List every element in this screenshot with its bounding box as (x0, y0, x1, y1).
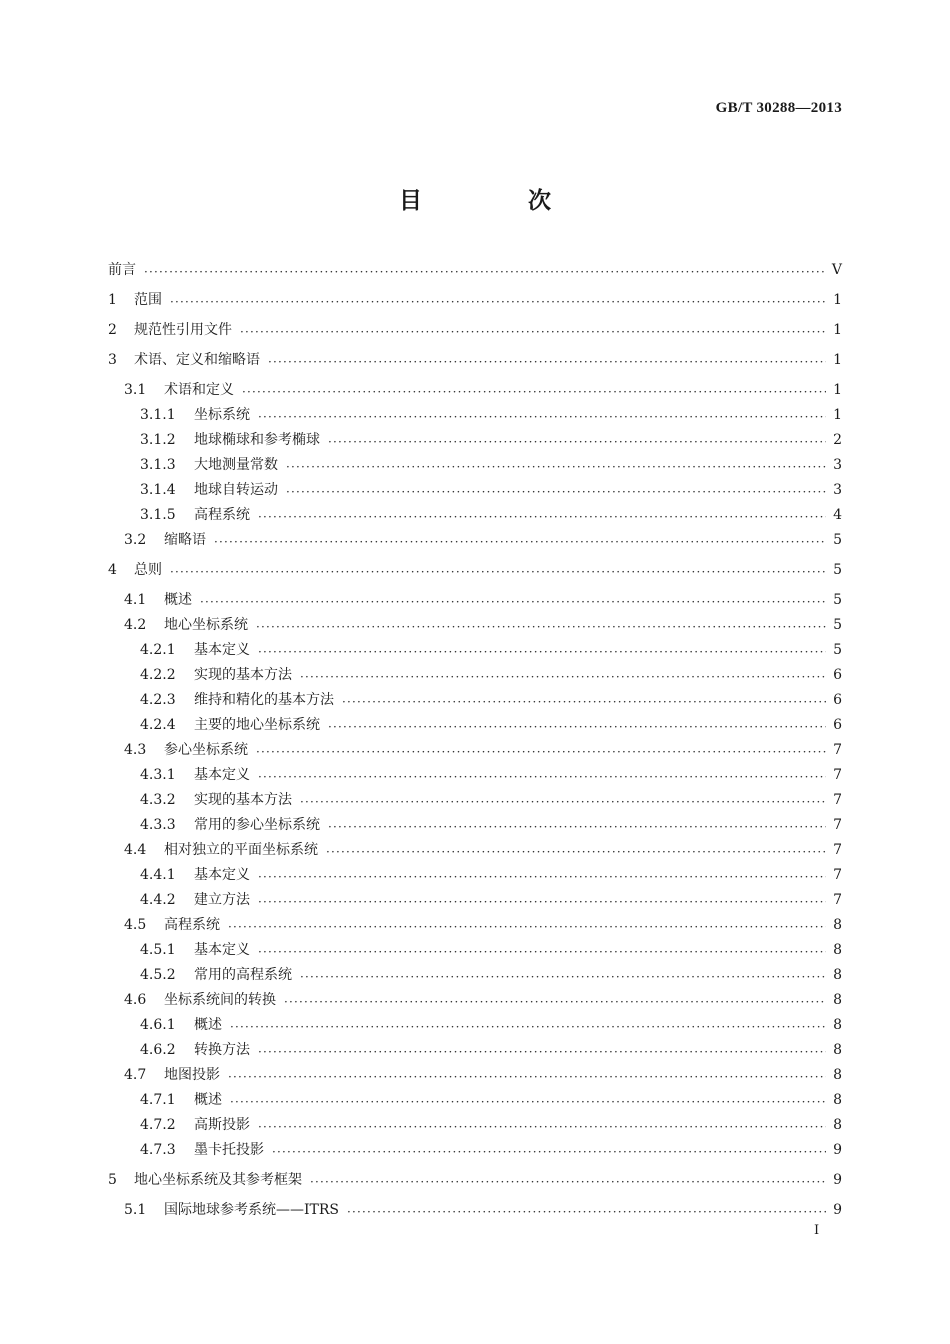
dot-leader (228, 919, 826, 933)
toc-entry-page: 1 (833, 292, 842, 308)
toc-entry-number: 4.7.1 (140, 1092, 176, 1108)
toc-entry-page: 8 (833, 992, 842, 1008)
toc-entry[interactable] (108, 559, 842, 589)
toc-entry-page: 5 (833, 642, 842, 658)
page-number: Ⅰ (814, 1223, 820, 1238)
toc-entry-page: 8 (833, 1092, 842, 1108)
toc-entry-label: 缩略语 (164, 532, 206, 548)
toc-entry-label: 建立方法 (194, 892, 250, 908)
toc-entry-label: 概述 (194, 1092, 222, 1108)
dot-leader (258, 644, 826, 658)
toc-entry-label: 规范性引用文件 (134, 322, 232, 338)
toc-entry[interactable] (108, 714, 842, 739)
toc-entry[interactable] (108, 1199, 842, 1224)
table-of-contents (108, 259, 842, 1224)
toc-entry[interactable] (108, 889, 842, 914)
page-title: 目 次 (399, 188, 597, 214)
toc-entry-page: 5 (833, 592, 842, 608)
toc-entry[interactable] (108, 1089, 842, 1114)
toc-entry-number: 4.6 (124, 992, 147, 1008)
toc-entry-label: 地心坐标系统及其参考框架 (134, 1172, 302, 1188)
toc-entry-label: 转换方法 (194, 1042, 250, 1058)
toc-entry[interactable] (108, 739, 842, 764)
toc-entry[interactable] (108, 319, 842, 349)
toc-entry-page: 1 (833, 382, 842, 398)
dot-leader (170, 564, 826, 578)
dot-leader (342, 694, 826, 708)
dot-leader (230, 1094, 826, 1108)
toc-entry-label: 概述 (164, 592, 192, 608)
dot-leader (258, 1119, 826, 1133)
toc-entry[interactable] (108, 964, 842, 989)
toc-entry-label: 总则 (134, 562, 162, 578)
dot-leader (214, 534, 826, 548)
toc-entry[interactable] (108, 349, 842, 379)
toc-entry-page: 8 (833, 1017, 842, 1033)
toc-entry-label: 高程系统 (164, 917, 220, 933)
toc-entry-number: 4.6.1 (140, 1017, 176, 1033)
toc-entry-number: 4.5.2 (140, 967, 176, 983)
standard-code: GB/T 30288—2013 (715, 100, 842, 116)
toc-entry-page: 1 (833, 407, 842, 423)
toc-entry[interactable] (108, 1039, 842, 1064)
dot-leader (284, 994, 826, 1008)
toc-entry-page: 5 (833, 532, 842, 548)
toc-entry-label: 基本定义 (194, 867, 250, 883)
toc-entry-number: 3 (108, 352, 117, 368)
dot-leader (228, 1069, 826, 1083)
dot-leader (300, 669, 826, 683)
toc-entry[interactable] (108, 589, 842, 614)
toc-entry-number: 4.5.1 (140, 942, 176, 958)
dot-leader (328, 819, 826, 833)
toc-entry-label: 术语和定义 (164, 382, 234, 398)
toc-entry-label: 维持和精化的基本方法 (194, 692, 334, 708)
toc-entry-number: 3.1.2 (140, 432, 176, 448)
toc-entry-number: 4.4 (124, 842, 147, 858)
toc-entry-page: 3 (833, 482, 842, 498)
toc-entry-page: 5 (833, 562, 842, 578)
toc-entry[interactable] (108, 429, 842, 454)
toc-entry[interactable] (108, 839, 842, 864)
toc-entry-page: 9 (833, 1172, 842, 1188)
toc-entry[interactable] (108, 1064, 842, 1089)
toc-entry-number: 3.1.1 (140, 407, 176, 423)
toc-entry-number: 5.1 (124, 1202, 147, 1218)
toc-entry[interactable] (108, 1139, 842, 1169)
toc-entry-number: 1 (108, 292, 117, 308)
toc-entry-page: 7 (833, 792, 842, 808)
toc-entry-number: 4.2 (124, 617, 147, 633)
dot-leader (272, 1144, 826, 1158)
toc-entry[interactable] (108, 504, 842, 529)
toc-entry-page: 2 (833, 432, 842, 448)
toc-entry-page: 8 (833, 942, 842, 958)
dot-leader (328, 719, 826, 733)
toc-entry[interactable] (108, 939, 842, 964)
toc-entry-label: 基本定义 (194, 642, 250, 658)
toc-entry[interactable] (108, 614, 842, 639)
toc-entry-label: 地图投影 (164, 1067, 220, 1083)
toc-entry-page: 8 (833, 1067, 842, 1083)
toc-entry-label: 常用的高程系统 (194, 967, 292, 983)
toc-entry-number: 3.2 (124, 532, 147, 548)
toc-entry[interactable] (108, 1014, 842, 1039)
toc-entry-page: 3 (833, 457, 842, 473)
toc-entry-label: 国际地球参考系统——ITRS (164, 1202, 339, 1218)
toc-entry-label: 术语、定义和缩略语 (134, 352, 260, 368)
toc-entry[interactable] (108, 989, 842, 1014)
toc-entry-label: 范围 (134, 292, 162, 308)
toc-entry-label: 坐标系统 (194, 407, 250, 423)
dot-leader (230, 1019, 826, 1033)
toc-entry-page: 7 (833, 892, 842, 908)
toc-entry-number: 4.3.1 (140, 767, 176, 783)
toc-entry-label: 高程系统 (194, 507, 250, 523)
toc-entry-label: 地球椭球和参考椭球 (194, 432, 320, 448)
toc-entry-number: 4.2.4 (140, 717, 176, 733)
toc-entry-number: 3.1.4 (140, 482, 176, 498)
toc-entry-number: 3.1.3 (140, 457, 176, 473)
toc-entry[interactable] (108, 289, 842, 319)
toc-entry-label: 地心坐标系统 (164, 617, 248, 633)
dot-leader (328, 434, 826, 448)
dot-leader (258, 944, 826, 958)
toc-entry-number: 4.4.2 (140, 892, 176, 908)
dot-leader (256, 744, 826, 758)
toc-entry[interactable] (108, 914, 842, 939)
toc-entry-page: 6 (833, 667, 842, 683)
toc-entry-page: 4 (833, 507, 842, 523)
dot-leader (258, 1044, 826, 1058)
toc-entry-page: 8 (833, 917, 842, 933)
dot-leader (240, 324, 826, 338)
toc-entry-page: 7 (833, 742, 842, 758)
toc-entry-label: 参心坐标系统 (164, 742, 248, 758)
dot-leader (286, 484, 826, 498)
toc-entry-page: 7 (833, 817, 842, 833)
toc-entry-page: 7 (833, 767, 842, 783)
toc-entry-number: 3.1 (124, 382, 147, 398)
toc-entry[interactable] (108, 639, 842, 664)
toc-entry-number: 4.7.3 (140, 1142, 176, 1158)
toc-entry-label: 坐标系统间的转换 (164, 992, 276, 1008)
toc-entry-label: 实现的基本方法 (194, 792, 292, 808)
toc-entry-page: 8 (833, 967, 842, 983)
toc-entry[interactable] (108, 529, 842, 559)
toc-entry-page: 6 (833, 692, 842, 708)
toc-entry-page: 8 (833, 1042, 842, 1058)
toc-entry-number: 4.1 (124, 592, 147, 608)
toc-entry[interactable] (108, 864, 842, 889)
toc-entry[interactable] (108, 479, 842, 504)
dot-leader (258, 409, 826, 423)
toc-entry-label: 基本定义 (194, 942, 250, 958)
toc-entry-number: 4.3 (124, 742, 147, 758)
toc-entry[interactable] (108, 1169, 842, 1199)
dot-leader (258, 509, 826, 523)
toc-entry-label: 墨卡托投影 (194, 1142, 264, 1158)
toc-entry-label: 基本定义 (194, 767, 250, 783)
toc-entry-number: 5 (108, 1172, 117, 1188)
toc-entry-number: 4.3.2 (140, 792, 176, 808)
dot-leader (144, 264, 826, 278)
toc-entry-page: 5 (833, 617, 842, 633)
toc-entry-number: 4.2.3 (140, 692, 176, 708)
toc-entry-page: 8 (833, 1117, 842, 1133)
toc-entry-label: 高斯投影 (194, 1117, 250, 1133)
toc-entry-label: 概述 (194, 1017, 222, 1033)
dot-leader (300, 969, 826, 983)
toc-entry[interactable] (108, 379, 842, 404)
dot-leader (258, 769, 826, 783)
toc-entry-label: 主要的地心坐标系统 (194, 717, 320, 733)
toc-entry-page: 9 (833, 1142, 842, 1158)
toc-entry-number: 3.1.5 (140, 507, 176, 523)
toc-entry[interactable] (108, 404, 842, 429)
toc-entry-number: 4 (108, 562, 117, 578)
toc-entry[interactable] (108, 1114, 842, 1139)
dot-leader (268, 354, 826, 368)
toc-entry-label: 实现的基本方法 (194, 667, 292, 683)
dot-leader (326, 844, 826, 858)
toc-entry-label: 大地测量常数 (194, 457, 278, 473)
dot-leader (242, 384, 826, 398)
toc-entry-number: 4.7 (124, 1067, 147, 1083)
dot-leader (258, 869, 826, 883)
toc-entry-page: 7 (833, 867, 842, 883)
toc-entry-number: 4.6.2 (140, 1042, 176, 1058)
dot-leader (170, 294, 826, 308)
dot-leader (286, 459, 826, 473)
toc-entry-number: 4.7.2 (140, 1117, 176, 1133)
toc-entry-page: 9 (833, 1202, 842, 1218)
toc-entry[interactable] (108, 454, 842, 479)
dot-leader (200, 594, 826, 608)
toc-entry-page: Ⅴ (831, 262, 842, 278)
dot-leader (256, 619, 826, 633)
dot-leader (310, 1174, 826, 1188)
toc-entry[interactable] (108, 814, 842, 839)
toc-entry-page: 7 (833, 842, 842, 858)
toc-entry[interactable] (108, 689, 842, 714)
toc-entry[interactable] (108, 664, 842, 689)
toc-entry-number: 4.2.1 (140, 642, 176, 658)
dot-leader (300, 794, 826, 808)
toc-entry-page: 6 (833, 717, 842, 733)
toc-entry[interactable] (108, 259, 842, 289)
toc-entry-label: 前言 (108, 262, 136, 278)
toc-entry-label: 常用的参心坐标系统 (194, 817, 320, 833)
dot-leader (347, 1204, 826, 1218)
toc-entry[interactable] (108, 789, 842, 814)
toc-entry-number: 4.4.1 (140, 867, 176, 883)
toc-entry-page: 1 (833, 352, 842, 368)
toc-entry-page: 1 (833, 322, 842, 338)
toc-entry[interactable] (108, 764, 842, 789)
toc-entry-label: 地球自转运动 (194, 482, 278, 498)
toc-entry-number: 4.3.3 (140, 817, 176, 833)
dot-leader (258, 894, 826, 908)
toc-entry-number: 4.2.2 (140, 667, 176, 683)
toc-entry-number: 4.5 (124, 917, 147, 933)
toc-entry-label: 相对独立的平面坐标系统 (164, 842, 318, 858)
toc-entry-number: 2 (108, 322, 117, 338)
